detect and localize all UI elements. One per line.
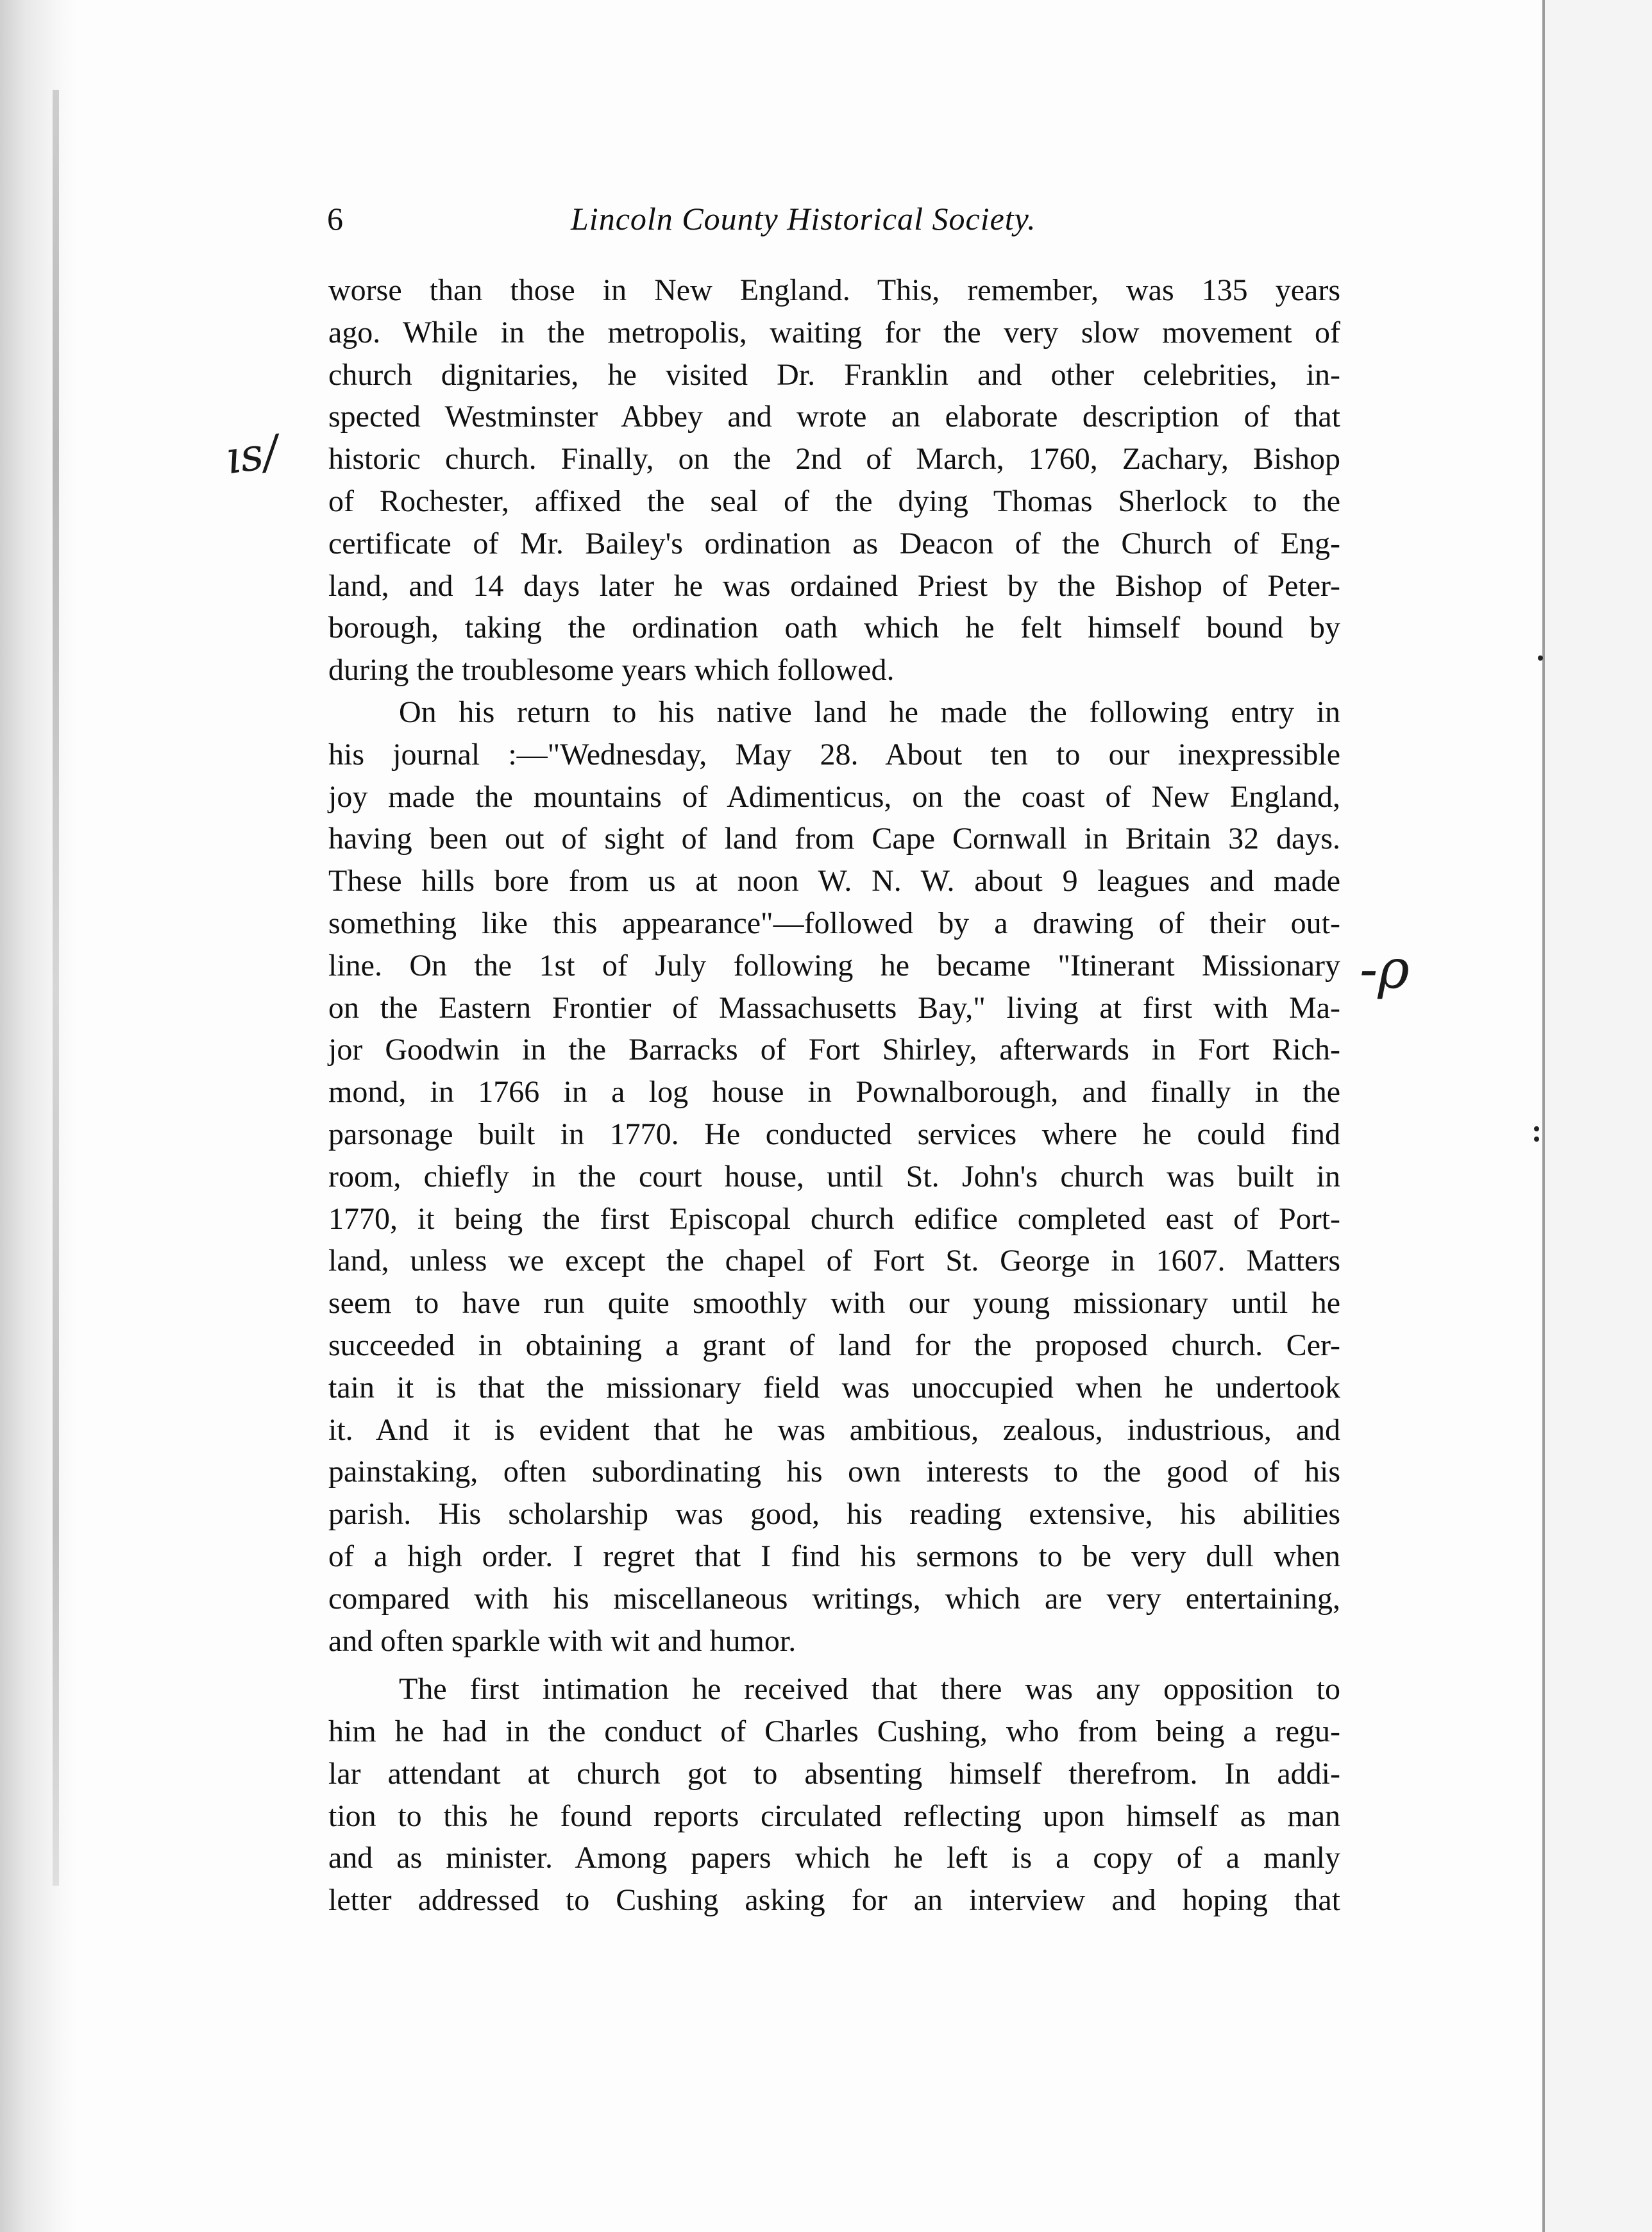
text-line: joy made the mountains of Adimenticus, on the coast of New England, (328, 779, 1340, 814)
text-line: and as minister. Among papers which he left is a copy of a manly (328, 1841, 1340, 1875)
paragraph-2 (328, 691, 1340, 1662)
text-line: These hills bore from us at noon W. N. W. about 9 leagues and made (328, 864, 1340, 899)
edge-speck (1534, 1137, 1539, 1142)
text-line: church dignitaries, he visited Dr. Franklin and other celebrities, in- (328, 357, 1340, 392)
text-line: letter addressed to Cushing asking for an interview and hoping that (328, 1883, 1340, 1918)
text-line: of Rochester, affixed the seal of the dying Thomas Sherlock to the (328, 484, 1340, 518)
page-header (327, 200, 1340, 251)
text-line: on the Eastern Frontier of Massachusetts Bay," living at first with Ma- (328, 990, 1340, 1025)
text-line: him he had in the conduct of Charles Cushing, who from being a regu- (328, 1714, 1340, 1749)
text-line: land, and 14 days later he was ordained Priest by the Bishop of Peter- (328, 568, 1340, 603)
text-line: jor Goodwin in the Barracks of Fort Shirley, afterwards in Fort Rich- (328, 1033, 1340, 1067)
text-line: On his return to his native land he made the following entry in (399, 695, 1340, 729)
running-head-title: Lincoln County Historical Society. (571, 201, 1036, 237)
text-line: ago. While in the metropolis, waiting for the very slow movement of (328, 315, 1340, 350)
binding-shadow (53, 90, 59, 1886)
text-line: tion to this he found reports circulated reflecting upon himself as man (328, 1798, 1340, 1833)
text-line: parish. His scholarship was good, his reading extensive, his abilities (328, 1497, 1340, 1532)
text-line: room, chiefly in the court house, until St. John's church was built in (328, 1159, 1340, 1194)
text-line: painstaking, often subordinating his own interests to the good of his (328, 1455, 1340, 1489)
edge-speck (1538, 655, 1543, 661)
text-line: having been out of sight of land from Cape Cornwall in Britain 32 days. (328, 822, 1340, 856)
text-line: 1770, it being the first Episcopal church edifice completed east of Port- (328, 1201, 1340, 1236)
text-line: something like this appearance"—followed by a drawing of their out- (328, 906, 1340, 940)
text-line: land, unless we except the chapel of Fort St. George in 1607. Matters (328, 1244, 1340, 1278)
text-line: certificate of Mr. Bailey's ordination as Deacon of the Church of Eng- (328, 526, 1340, 561)
text-line: it. And it is evident that he was ambitious, zealous, industrious, and (328, 1412, 1340, 1447)
text-line: compared with his miscellaneous writings, which are very entertaining, (328, 1581, 1340, 1616)
page-left-edge (0, 0, 77, 2232)
text-line: mond, in 1766 in a log house in Pownalborough, and finally in the (328, 1075, 1340, 1110)
handwritten-margin-mark-left: ıs/ (222, 425, 282, 485)
edge-speck (1534, 1126, 1539, 1131)
text-line: line. On the 1st of July following he became "Itinerant Missionary (328, 948, 1340, 983)
page-right-margin (1545, 0, 1652, 2232)
text-line: worse than those in New England. This, remember, was 135 years (328, 273, 1340, 307)
paragraph-3 (328, 1668, 1340, 1922)
body-text (328, 269, 1340, 1922)
text-line: borough, taking the ordination oath which he felt himself bound by (328, 611, 1340, 645)
text-line: historic church. Finally, on the 2nd of March, 1760, Zachary, Bishop (328, 442, 1340, 477)
page-number: 6 (327, 201, 343, 237)
text-line: lar attendant at church got to absenting himself therefrom. In addi- (328, 1756, 1340, 1791)
paragraph-1 (328, 269, 1340, 691)
text-line: The first intimation he received that there was any opposition to (399, 1672, 1340, 1707)
text-line: tain it is that the missionary field was unoccupied when he undertook (328, 1370, 1340, 1405)
text-line: succeeded in obtaining a grant of land for the proposed church. Cer- (328, 1328, 1340, 1362)
text-line: of a high order. I regret that I find his sermons to be very dull when (328, 1539, 1340, 1573)
text-line: seem to have run quite smoothly with our young missionary until he (328, 1286, 1340, 1321)
text-line: during the troublesome years which followed. (328, 653, 895, 688)
text-line: spected Westminster Abbey and wrote an elaborate description of that (328, 400, 1340, 434)
text-line: and often sparkle with wit and humor. (328, 1623, 796, 1658)
text-line: parsonage built in 1770. He conducted services where he could find (328, 1117, 1340, 1151)
text-line: his journal :—"Wednesday, May 28. About ten to our inexpressible (328, 737, 1340, 772)
handwritten-margin-mark-right: -ρ (1360, 938, 1410, 1001)
